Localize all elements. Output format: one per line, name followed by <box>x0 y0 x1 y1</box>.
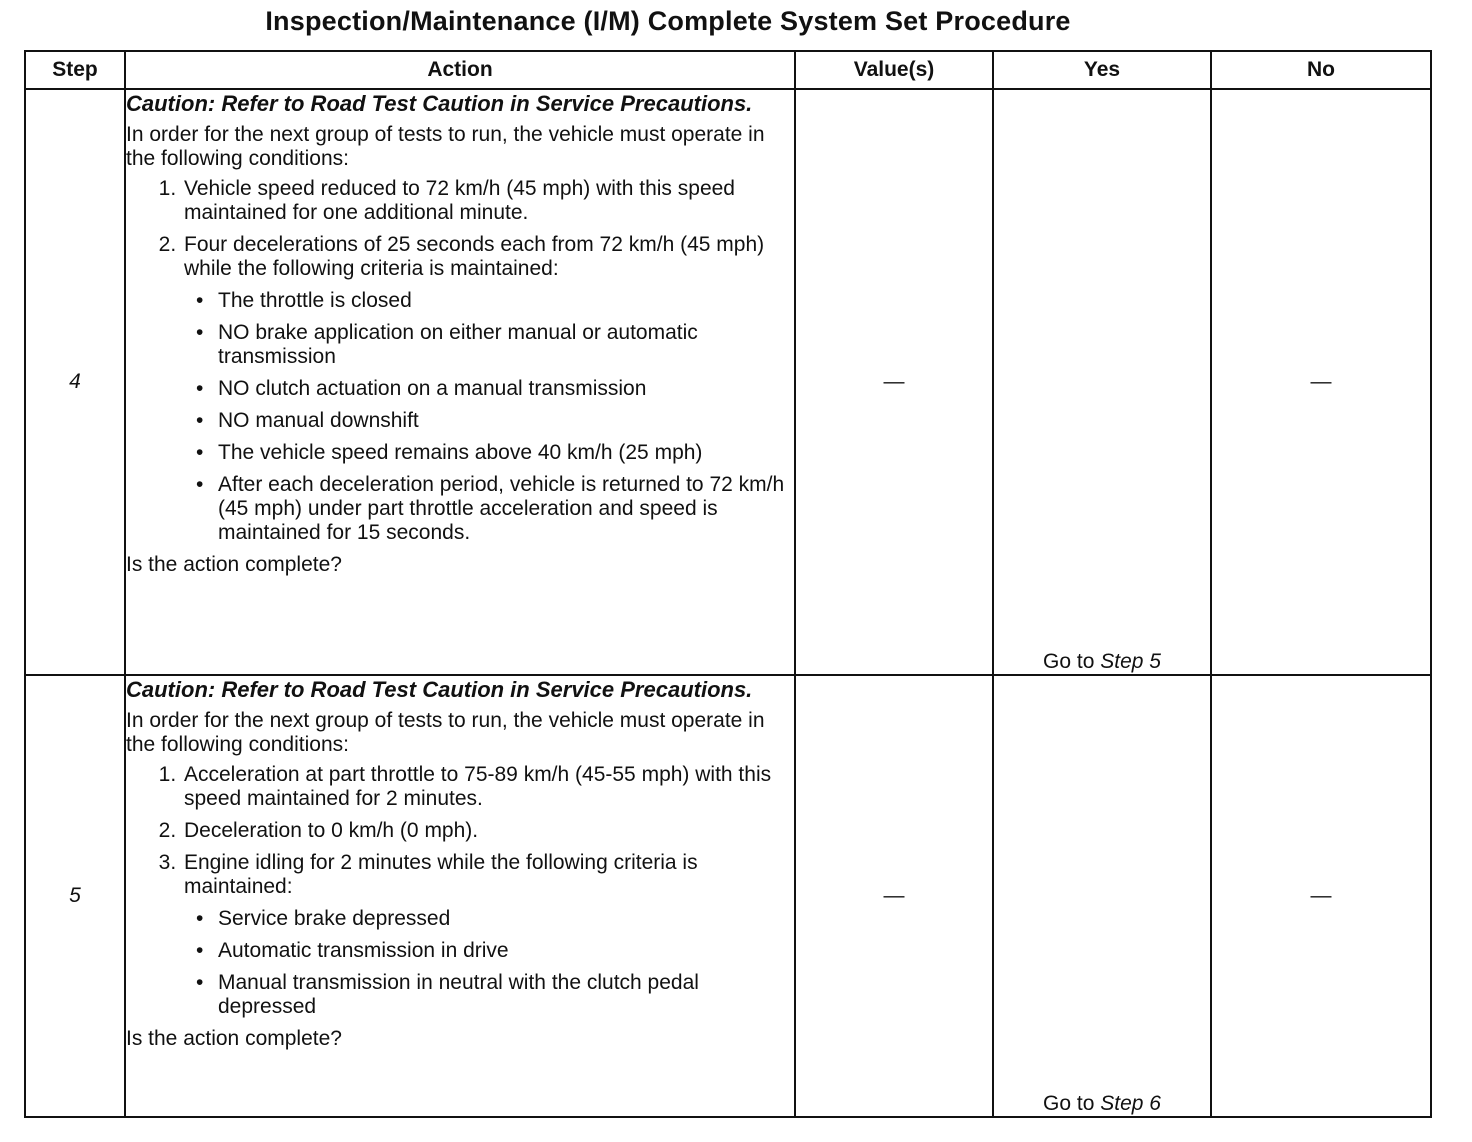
criteria-item: • NO manual downshift <box>218 409 794 433</box>
criteria-list <box>184 907 794 1019</box>
yes-cell <box>993 89 1211 675</box>
yes-prefix: Go to <box>1043 1092 1095 1115</box>
criteria-item: • The throttle is closed <box>218 289 794 313</box>
value-dash: — <box>883 884 905 907</box>
condition-list <box>126 763 794 1019</box>
step-number: 4 <box>25 89 125 675</box>
criteria-item: • Automatic transmission in drive <box>218 939 794 963</box>
header-step: Step <box>25 51 125 89</box>
value-cell <box>795 675 993 1117</box>
condition-text: Acceleration at part throttle to 75-89 km/h (45-55 mph) with this speed maintained for 2 minutes. <box>184 763 772 810</box>
criteria-item: • After each deceleration period, vehicle is returned to 72 km/h (45 mph) under part throttle acceleration and speed is maintained for 15 seconds. <box>218 473 794 545</box>
condition-text: Four decelerations of 25 seconds each from 72 km/h (45 mph) while the following criteria is maintained: <box>184 233 765 280</box>
criteria-item: • NO clutch actuation on a manual transmission <box>218 377 794 401</box>
list-item <box>182 851 794 1019</box>
intro-text: In order for the next group of tests to run, the vehicle must operate in the following conditions: <box>126 709 765 756</box>
intro-text: In order for the next group of tests to run, the vehicle must operate in the following conditions: <box>126 123 765 170</box>
criteria-item: • NO brake application on either manual or automatic transmission <box>218 321 794 369</box>
caution-text: Caution: Refer to Road Test Caution in Service Precautions. <box>126 91 753 116</box>
yes-cell <box>993 675 1211 1117</box>
criteria-item: • Manual transmission in neutral with the clutch pedal depressed <box>218 971 794 1019</box>
condition-text: Deceleration to 0 km/h (0 mph). <box>184 819 479 842</box>
yes-prefix: Go to <box>1043 650 1095 673</box>
value-dash: — <box>883 370 905 393</box>
criteria-item: • The vehicle speed remains above 40 km/h (25 mph) <box>218 441 794 465</box>
value-cell <box>795 89 993 675</box>
caution-text: Caution: Refer to Road Test Caution in Service Precautions. <box>126 677 753 702</box>
table-row <box>25 675 1431 1117</box>
no-cell <box>1211 675 1431 1117</box>
list-item <box>182 233 794 545</box>
header-value: Value(s) <box>795 51 993 89</box>
action-cell <box>125 675 795 1117</box>
condition-text: Vehicle speed reduced to 72 km/h (45 mph) with this speed maintained for one additional minute. <box>184 177 735 224</box>
header-no: No <box>1211 51 1431 89</box>
list-item <box>182 177 794 225</box>
page-title: Inspection/Maintenance (I/M) Complete System Set Procedure <box>265 6 1071 36</box>
table-row <box>25 89 1431 675</box>
criteria-item: • Service brake depressed <box>218 907 794 931</box>
list-item <box>182 819 794 843</box>
yes-step-link[interactable]: Step 5 <box>1100 650 1161 673</box>
step-number: 5 <box>25 675 125 1117</box>
condition-list <box>126 177 794 545</box>
header-yes: Yes <box>993 51 1211 89</box>
criteria-list <box>184 289 794 545</box>
question-text: Is the action complete? <box>126 553 342 576</box>
table-header-row <box>25 51 1431 89</box>
list-item <box>182 763 794 811</box>
header-action: Action <box>125 51 795 89</box>
procedure-table <box>24 50 1432 1118</box>
question-text: Is the action complete? <box>126 1027 342 1050</box>
condition-text: Engine idling for 2 minutes while the following criteria is maintained: <box>184 851 698 898</box>
yes-step-link[interactable]: Step 6 <box>1100 1092 1161 1115</box>
no-dash: — <box>1310 884 1332 907</box>
no-cell <box>1211 89 1431 675</box>
action-cell <box>125 89 795 675</box>
no-dash: — <box>1310 370 1332 393</box>
